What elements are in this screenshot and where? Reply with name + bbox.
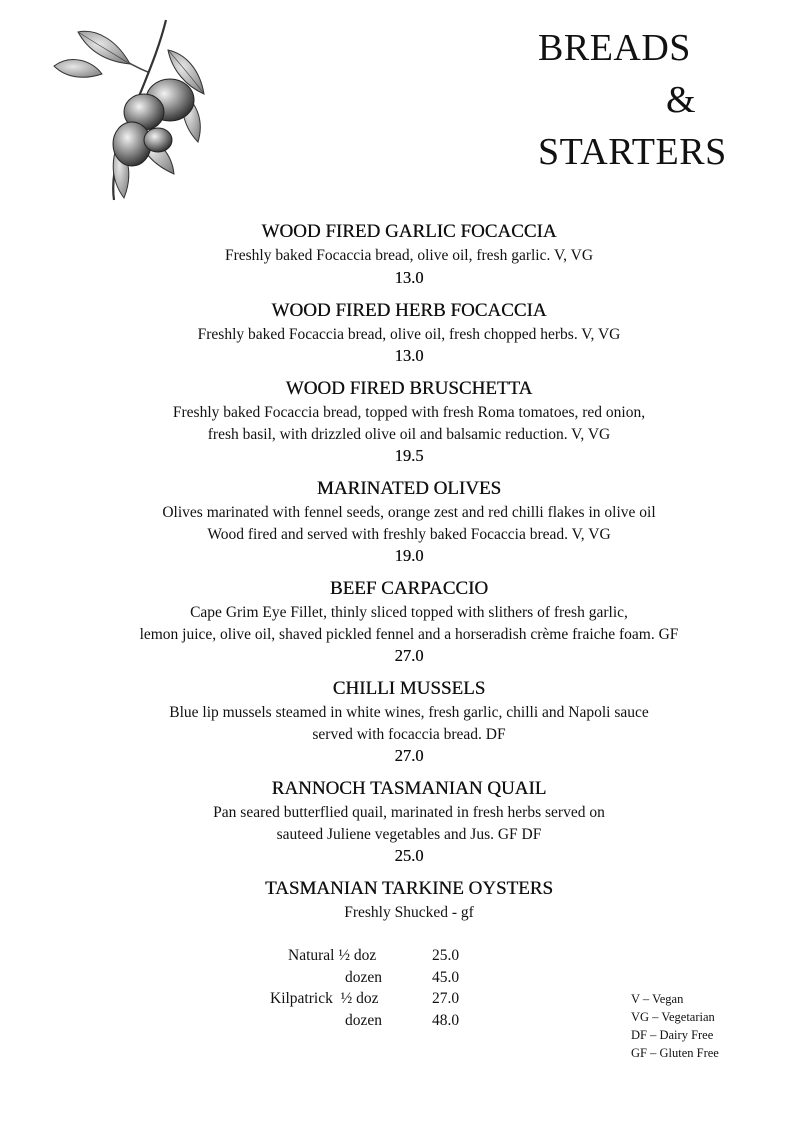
legend-item-gluten-free: GF – Gluten Free <box>631 1046 719 1060</box>
oysters-row-price: 48.0 <box>432 1011 460 1029</box>
menu-item-name: RANNOCH TASMANIAN QUAIL <box>271 778 547 799</box>
menu-item-name: CHILLI MUSSELS <box>332 678 486 699</box>
menu-item <box>0 219 793 289</box>
dietary-legend <box>631 990 719 1062</box>
menu-item-price: 19.0 <box>394 546 424 565</box>
menu-item-price: 13.0 <box>394 267 424 287</box>
menu-item-name: WOOD FIRED GARLIC FOCACCIA <box>261 221 557 242</box>
menu-item-name: TASMANIAN TARKINE OYSTERS <box>265 878 553 899</box>
oysters-row-price: 45.0 <box>432 968 460 986</box>
menu-item-price: 27.0 <box>394 646 424 665</box>
title-line-ampersand: & <box>666 79 697 121</box>
menu-item <box>0 576 793 667</box>
title-line-breads: BREADS <box>538 27 691 69</box>
menu-item-description: sauteed Juliene vegetables and Jus. GF DF <box>276 825 542 843</box>
plum-branch-illustration <box>48 14 208 204</box>
oysters-row <box>0 945 793 967</box>
menu-item-description: lemon juice, olive oil, shaved pickled fennel and a horseradish crème fraiche foam. GF <box>139 625 679 643</box>
legend-item-vegetarian: VG – Vegetarian <box>631 1010 715 1024</box>
page-title <box>538 22 758 178</box>
menu-item <box>0 298 793 368</box>
oysters-item <box>0 876 793 924</box>
legend-item-vegan: V – Vegan <box>631 992 684 1006</box>
title-line-starters: STARTERS <box>538 131 727 173</box>
menu-item <box>0 376 793 467</box>
menu-list <box>0 219 793 933</box>
menu-item-description: Freshly baked Focaccia bread, olive oil, fresh chopped herbs. V, VG <box>197 325 621 343</box>
menu-item-name: WOOD FIRED HERB FOCACCIA <box>271 299 547 321</box>
menu-item-name: WOOD FIRED BRUSCHETTA <box>285 378 533 399</box>
menu-item-name: MARINATED OLIVES <box>316 478 502 499</box>
menu-item <box>0 476 793 567</box>
menu-item-price: 19.5 <box>394 446 424 465</box>
menu-item-description: Cape Grim Eye Fillet, thinly sliced topped with slithers of fresh garlic, <box>190 604 628 621</box>
legend-item-dairy-free: DF – Dairy Free <box>631 1028 714 1042</box>
menu-item-price: 13.0 <box>394 346 424 365</box>
oysters-row-label: dozen <box>345 968 383 986</box>
menu-item-description: Wood fired and served with freshly baked Focaccia bread. V, VG <box>207 525 611 543</box>
oysters-row-label: Natural ½ doz <box>288 947 377 964</box>
menu-item-price: 25.0 <box>394 846 424 865</box>
menu-item-description: Pan seared butterflied quail, marinated in fresh herbs served on <box>213 804 605 821</box>
menu-item <box>0 676 793 767</box>
oysters-row-label: Kilpatrick ½ doz <box>270 990 379 1007</box>
oysters-row-label: dozen <box>345 1011 383 1029</box>
menu-item-description: Freshly baked Focaccia bread, olive oil, fresh garlic. V, VG <box>224 247 594 264</box>
oysters-row <box>0 967 793 989</box>
oysters-subtitle: Freshly Shucked - gf <box>344 904 474 921</box>
menu-item-description: Blue lip mussels steamed in white wines, fresh garlic, chilli and Napoli sauce <box>169 704 649 721</box>
menu-item-description: fresh basil, with drizzled olive oil and balsamic reduction. V, VG <box>207 425 611 443</box>
menu-item-description: served with focaccia bread. DF <box>312 725 506 743</box>
oysters-row-price: 27.0 <box>432 990 460 1007</box>
menu-item-price: 27.0 <box>394 746 424 765</box>
menu-item <box>0 776 793 867</box>
menu-item-description: Freshly baked Focaccia bread, topped with fresh Roma tomatoes, red onion, <box>172 404 646 421</box>
menu-item-name: BEEF CARPACCIO <box>329 578 489 599</box>
oysters-row-price: 25.0 <box>432 947 460 964</box>
menu-item-description: Olives marinated with fennel seeds, orange zest and red chilli flakes in olive oil <box>162 504 656 521</box>
